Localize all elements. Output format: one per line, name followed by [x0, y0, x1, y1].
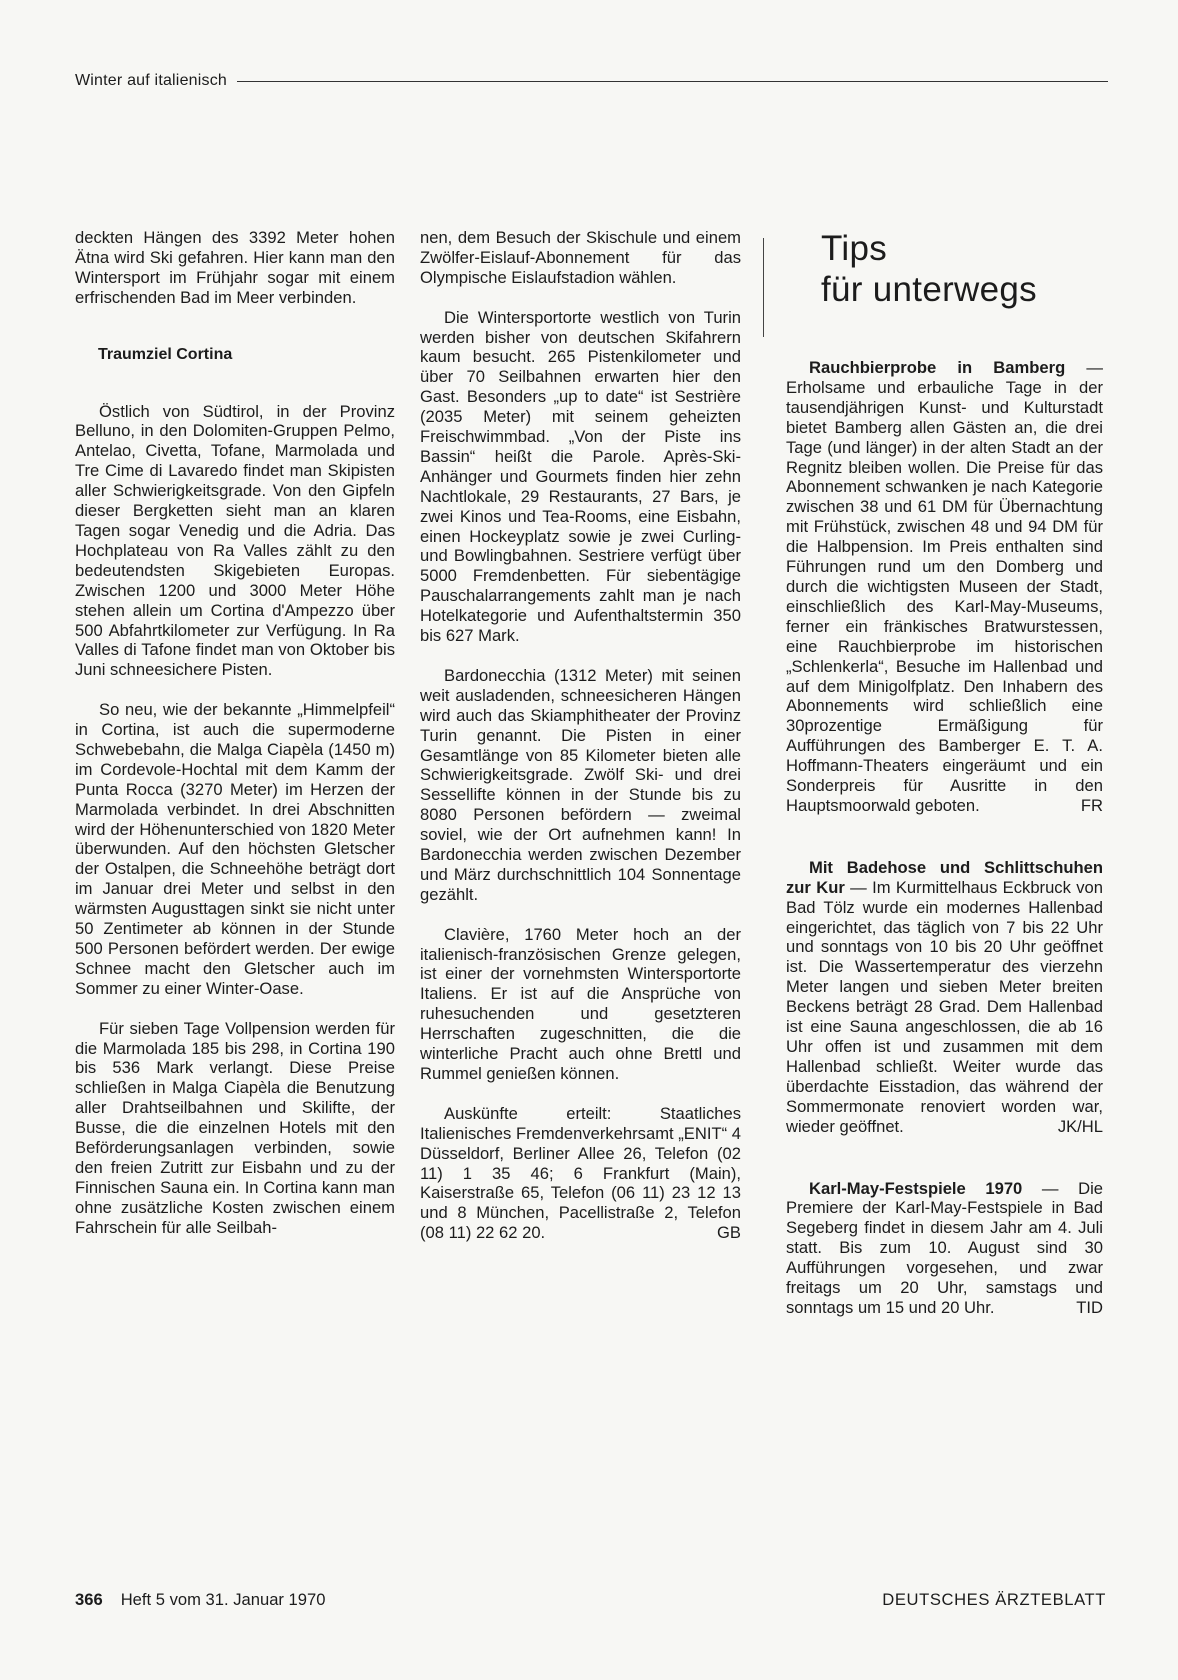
paragraph-text: Auskünfte erteilt: Staatliches Italienisches Fremdenverkehrsamt „ENIT“ 4 Düsseldorf, Berliner Allee 26, Telefon (02 11) 1 35 46; 6 Frankfurt (Main), Kaiserstraße 65, Telefon (06 11) 23 12 13 und 8 München, Pacellistraße 2, Telefon (08 11) 22 62 20. [420, 1103, 741, 1243]
page-number: 366 [75, 1590, 103, 1609]
tips-title-line-1: Tips [821, 229, 888, 268]
page-footer [75, 1590, 1106, 1610]
tips-title-line-2: für unterwegs [821, 270, 1037, 309]
tip-item [786, 858, 1103, 1137]
tip-lead: Mit Badehose und Schlittschuhen zur Kur [786, 857, 1103, 897]
paragraph: nen, dem Besuch der Skischule und einem Zwölfer-Eislauf-Abonnement für das Olympische Eislaufstadion wählen. [420, 228, 741, 287]
paragraph [420, 1104, 741, 1243]
tip-lead: Rauchbierprobe in Bamberg [809, 358, 1066, 377]
author-initials: GB [717, 1223, 741, 1243]
column-3 [786, 228, 1103, 1318]
author-initials: JK/HL [1057, 1116, 1103, 1136]
paragraph: deckten Hängen des 3392 Meter hohen Ätna wird Ski gefahren. Hier kann man den Wintersport im Frühjahr sogar mit einem erfrischenden Bad im Meer verbinden. [75, 228, 395, 307]
header-rule [237, 81, 1108, 82]
paragraph: Für sieben Tage Vollpension werden für die Marmolada 185 bis 298, in Cortina 190 bis 536 Mark verlangt. Diese Preise schließen in Malga Ciapèla die Benutzung aller Drahtseilbahnen und Skilifte, der Busse, die die einzelnen Hotels mit den Beförderungsanlagen verbinden, sowie den freien Zutritt zur Eisbahn und zu der Finnischen Sauna ein. In Cortina kann man ohne zusätzliche Kosten zwischen einem Fahrschein für alle Seilbah- [75, 1018, 395, 1237]
running-head-title: Winter auf italienisch [75, 72, 228, 89]
issue-info: Heft 5 vom 31. Januar 1970 [120, 1590, 326, 1609]
tip-item [786, 1179, 1103, 1318]
paragraph: Bardonecchia (1312 Meter) mit seinen weit ausladenden, schneesicheren Hängen wird auch das Skiamphitheater der Provinz Turin genannt. Die Pisten in einer Gesamtlänge von 85 Kilometer bieten alle Schwierigkeitsgrade. Zwölf Ski- und drei Sessellifte können in der Stunde bis zu 8080 Personen befördern — zweimal soviel, wie der Ort aufnehmen kann! In Bardonecchia werden zwischen Dezember und März durchschnittlich 104 Sonnentage gezählt. [420, 665, 741, 904]
paragraph: Östlich von Südtirol, in der Provinz Belluno, in den Dolomiten-Gruppen Pelmo, Antelao, Civetta, Tofane, Marmolada und Tre Cime di Lavaredo findet man Skipisten aller Schwierigkeitsgrade. Von den Gipfeln dieser Bergketten sieht man an klaren Tagen sogar Venedig und die Adria. Das Hochplateau von Ra Valles zählt zu den bedeutendsten Skigebieten Europas. Zwischen 1200 und 3000 Meter Höhe stehen allein um Cortina d'Ampezzo über 500 Abfahrtkilometer zur Verfügung. In Ra Valles di Tafone findet man von Oktober bis Juni schneesichere Pisten. [75, 401, 395, 680]
journal-name: DEUTSCHES ÄRZTEBLATT [882, 1590, 1106, 1609]
running-head [75, 72, 1108, 90]
tip-item [786, 358, 1103, 816]
section-heading: Traumziel Cortina [98, 345, 233, 363]
tip-lead: Karl-May-Festspiele 1970 [809, 1178, 1023, 1198]
tip-body: — Die Premiere der Karl-May-Festspiele in Bad Segeberg findet in diesem Jahr am 4. Juli statt. Bis zum 10. August sind 30 Aufführungen vorgesehen, und zwar freitags um 20 Uhr, samstags und sonntags um 15 und 20 Uhr. [786, 1178, 1103, 1317]
author-initials: TID [1076, 1297, 1103, 1317]
tips-title [821, 228, 1103, 310]
paragraph: So neu, wie der bekannte „Himmelpfeil“ in Cortina, ist auch die supermoderne Schwebebahn, die Malga Ciapèla (1450 m) im Cordevole-Hochtal mit dem Kamm der Punta Rocca (3270 Meter) im Herzen der Marmolada verbindet. In drei Abschnitten wird der Höhenunterschied von 1820 Meter überwunden. Auf den höchsten Gletscher der Ostalpen, die Schneehöhe beträgt dort im Januar drei Meter und selbst in den wärmsten Augusttagen sinkt sie nicht unter 50 Zentimeter ab können in der Stunde 500 Personen befördert werden. Der ewige Schnee macht den Gletscher auch im Sommer zu einer Winter-Oase. [75, 700, 395, 998]
paragraph: Clavière, 1760 Meter hoch an der italienisch-französischen Grenze gelegen, ist einer der vornehmsten Wintersportorte Italiens. Er ist auf die Ansprüche von ruhesuchenden und gesetzteren Herrschaften zugeschnitten, die die winterliche Pracht auch ohne Brettl und Rummel genießen können. [420, 924, 741, 1084]
tip-body: — Erholsame und erbauliche Tage in der tausendjährigen Kunst- und Kulturstadt bietet Bamberg allen Gästen an, die drei Tage (und länger) in der alten Stadt an der Regnitz bleiben wollen. Die Preise für das Abonnement schwanken je nach Kategorie zwischen 38 und 61 DM für Übernachtung mit Frühstück, zwischen 48 und 94 DM für die Halbpension. Im Preis enthalten sind Führungen rund um den Domberg und durch die wichtigsten Museen der Stadt, einschließlich des Karl-May-Museums, ferner ein fränkisches Bratwurstessen, eine Rauchbierprobe im historischen „Schlenkerla“, Besuche im Hallenbad und auf dem Minigolfplatz. Den Inhabern des Abonnements wird schließlich eine 30prozentige Ermäßigung für Aufführungen des Bamberger E. T. A. Hoffmann-Theaters eingeräumt und ein Sonderpreis für Ausritte in den Hauptsmoorwald geboten. [786, 358, 1103, 815]
author-initials: FR [1080, 795, 1103, 815]
paragraph: Die Wintersportorte westlich von Turin werden bisher von deutschen Skifahrern kaum besucht. 265 Pistenkilometer und über 70 Seilbahnen erwarten hier den Gast. Besonders „up to date“ ist Sestrière (2035 Meter) mit seinem geheizten Freischwimmbad. „Von der Piste ins Bassin“ heißt die Parole. Après-Ski-Anhänger und Gourmets finden hier zehn Nachtlokale, 29 Restaurants, 27 Bars, je zwei Kinos und Tea-Rooms, eine Eisbahn, einen Hockeyplatz sowie je zwei Curling- und Bowlingbahnen. Sestriere verfügt über 5000 Fremdenbetten. Für siebentägige Pauschalarrangements zahlt man je nach Hotelkategorie und Aufenthaltstermin 350 bis 627 Mark. [420, 307, 741, 646]
tip-body: — Im Kurmittelhaus Eckbruck von Bad Tölz wurde ein modernes Hallenbad eingerichtet, das täglich von 7 bis 22 Uhr und sonntags von 10 bis 20 Uhr geöffnet ist. Die Wassertemperatur des vierzehn Meter langen und sieben Meter breiten Beckens beträgt 28 Grad. Dem Hallenbad ist eine Sauna angeschlossen, die ab 16 Uhr offen ist und zusammen mit dem Hallenbad schließt. Weiter wurde das überdachte Eisstadion, das während der Sommermonate renoviert worden war, wieder geöffnet. [786, 877, 1103, 1136]
column-1 [75, 228, 395, 1238]
column-divider [763, 238, 764, 337]
column-2 [420, 228, 741, 1243]
